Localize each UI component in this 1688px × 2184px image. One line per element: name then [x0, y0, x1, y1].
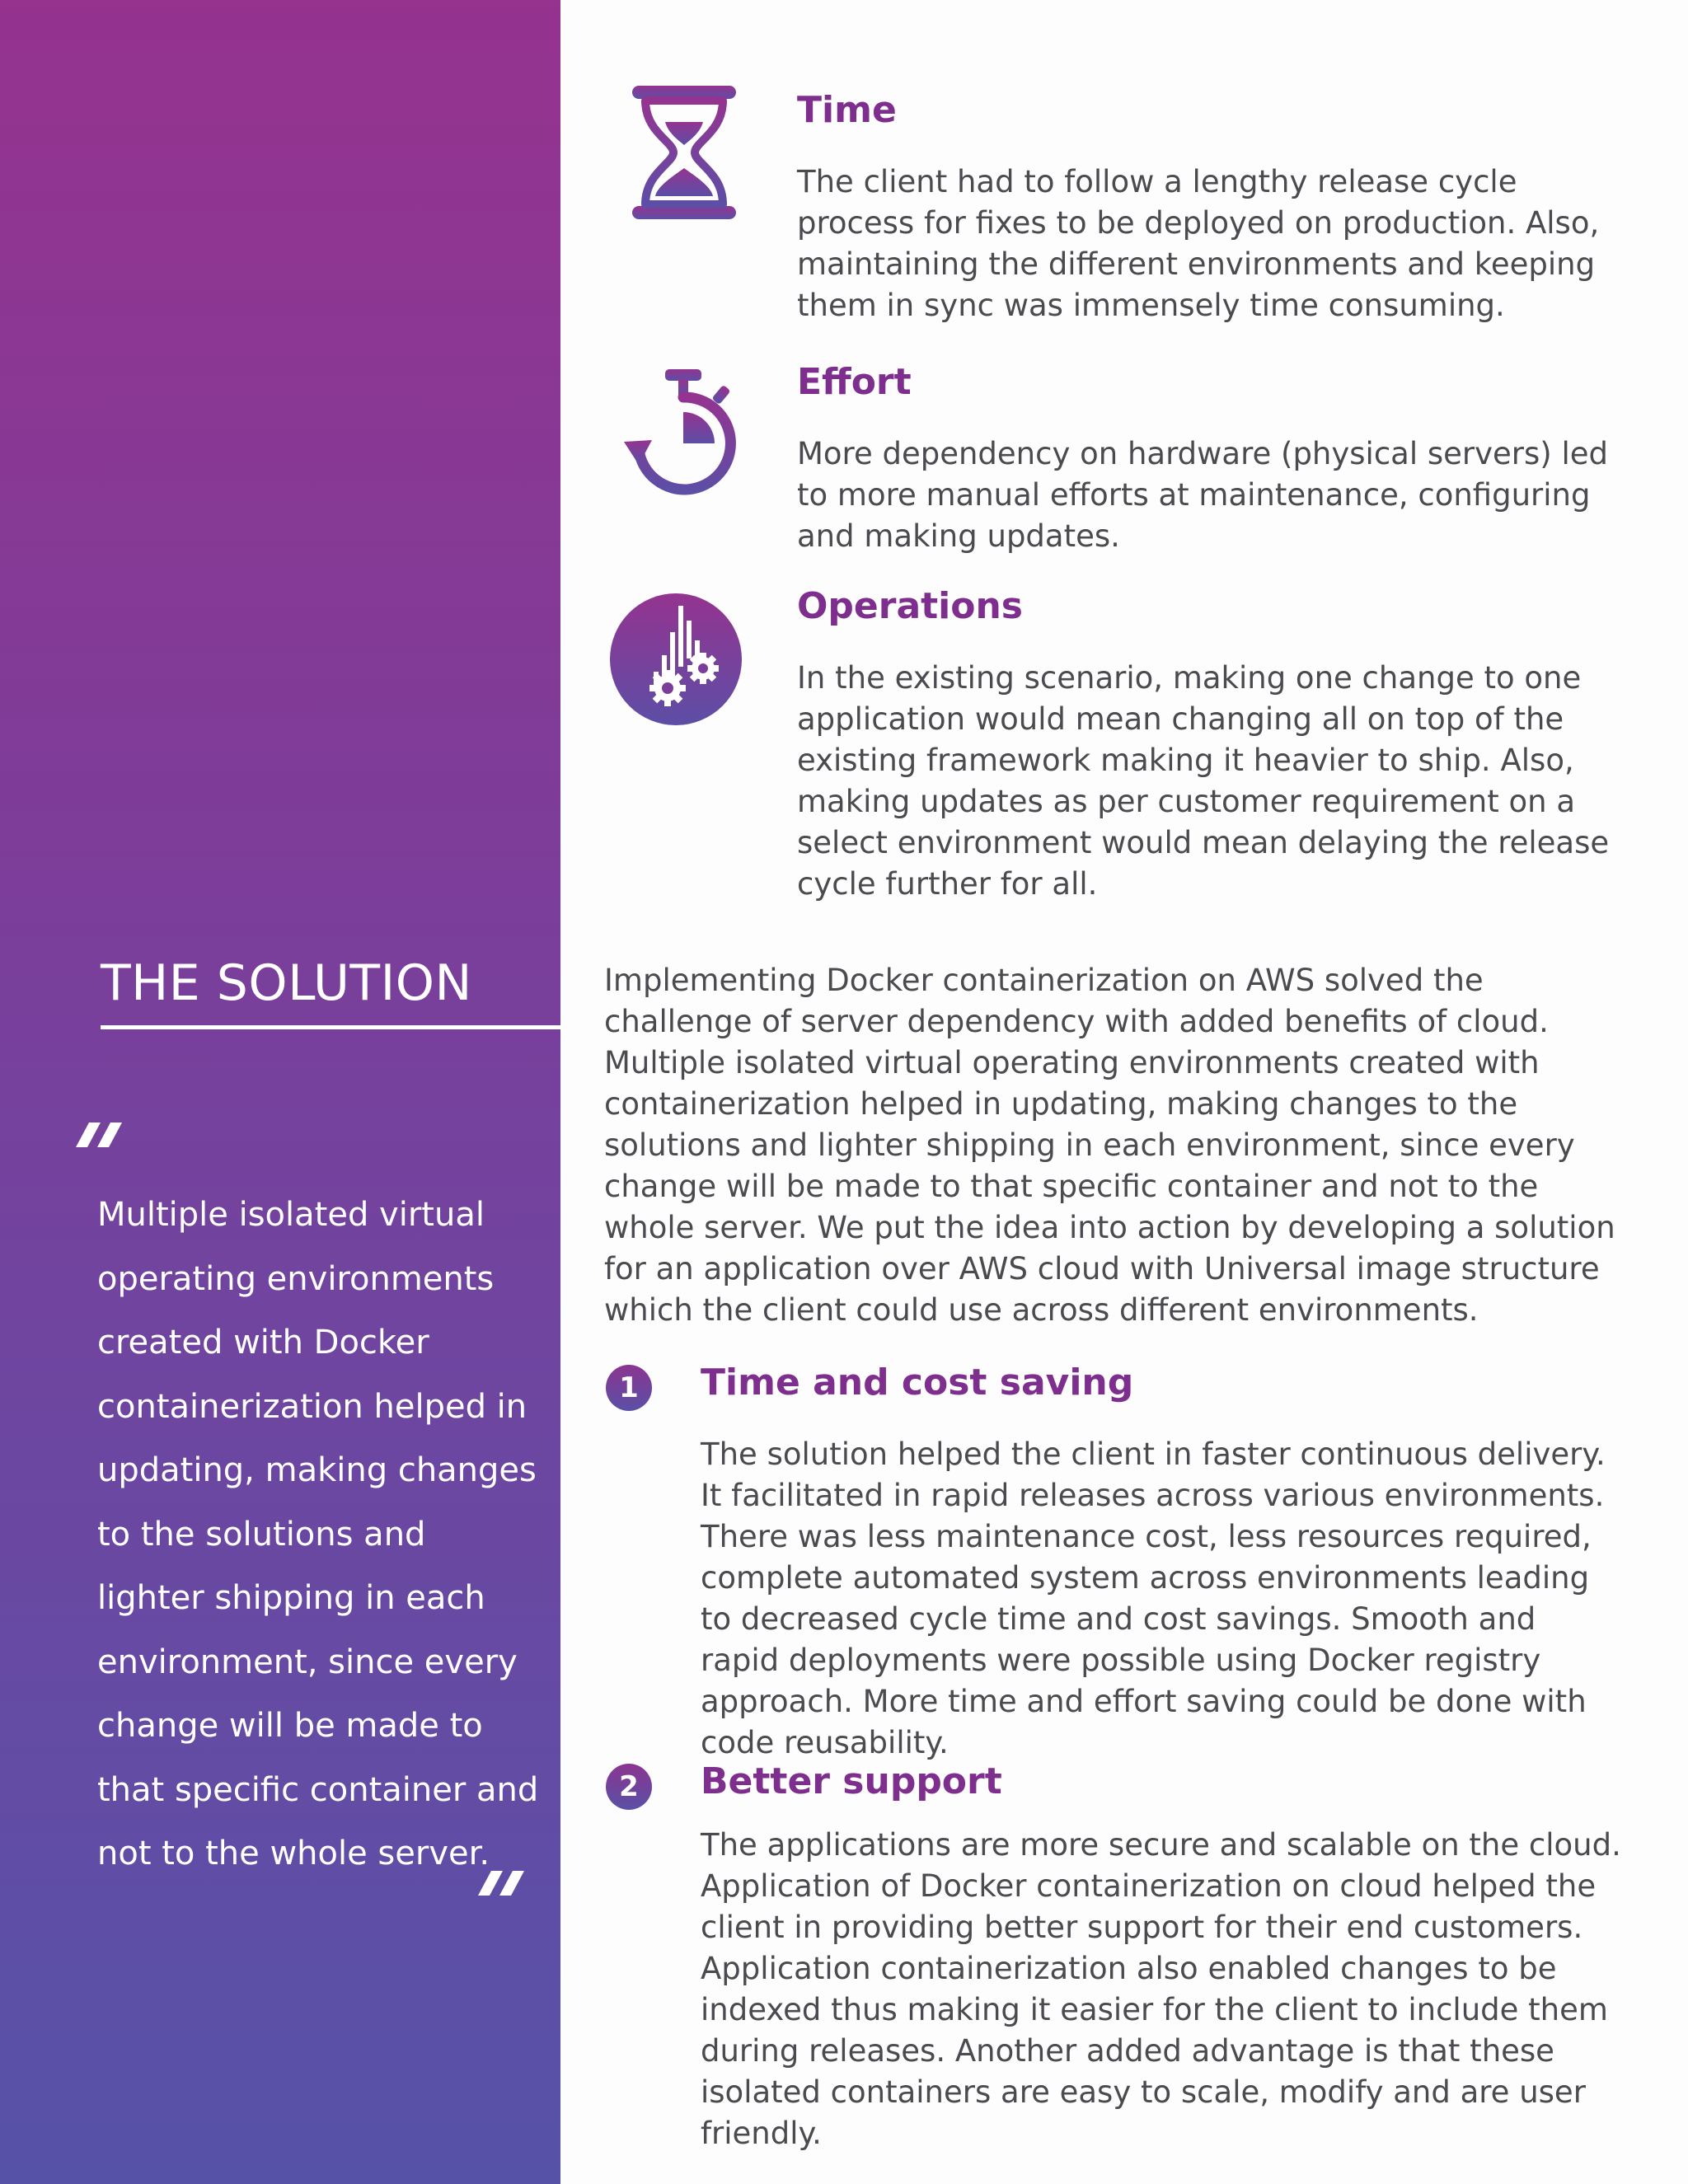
pull-quote: Multiple isolated virtual operating environments created with Docker containerization helped in updating, making changes to the solutions and lighter shipping in each environment, since every change will be made to that specific container and not to the whole server.	[97, 1196, 539, 1872]
challenge-title-operations: Operations	[797, 585, 1023, 627]
stopwatch-icon	[614, 363, 754, 503]
open-quote-icon	[74, 1122, 132, 1172]
number-badge-2: 2	[606, 1764, 652, 1810]
challenge-body-operations: In the existing scenario, making one change to one application would mean changing all on top of the existing framework making it heavier to ship. Also, making updates as per customer requirement on a select environment would mean delaying the release cycle further for all.	[797, 660, 1610, 902]
number-badge-1: 1	[606, 1365, 652, 1411]
sidebar-panel	[0, 0, 560, 2184]
heading-underline	[101, 1025, 560, 1029]
challenge-title-time: Time	[797, 89, 897, 131]
solution-intro-paragraph: Implementing Docker containerization on AWS solved the challenge of server dependency with added benefits of cloud. Multiple isolated virtual operating environments created with containerization helped in updating, making changes to the solutions and lighter shipping in each environment, since every change will be made to that specific container and not to the whole server. We put the idea into action by developing a solution for an application over AWS cloud with Universal image structure which the client could use across different environments.	[604, 963, 1615, 1328]
section-heading-solution: THE SOLUTION	[101, 954, 472, 1012]
benefit-title-better-support: Better support	[701, 1760, 1002, 1802]
close-quote-icon	[476, 1871, 534, 1920]
benefit-body-better-support: The applications are more secure and scalable on the cloud. Application of Docker containerization on cloud helped the client in providing better support for their end customers. Application containerization also enabled changes to be indexed thus making it easier for the client to include them during releases. Another added advantage is that these isolated containers are easy to scale, modify and are user friendly.	[701, 1827, 1621, 2151]
benefit-body-time-cost: The solution helped the client in faster continuous delivery. It facilitated in rapid releases across various environments. There was less maintenance cost, less resources required, complete automated system across environments leading to decreased cycle time and cost savings. Smooth and rapid deployments were possible using Docker registry approach. More time and effort saving could be done with code reusability.	[701, 1436, 1606, 1760]
challenge-title-effort: Effort	[797, 361, 912, 403]
benefit-title-time-cost: Time and cost saving	[701, 1361, 1134, 1404]
hourglass-icon	[614, 82, 754, 223]
operations-gears-icon	[606, 589, 746, 729]
challenge-body-time: The client had to follow a lengthy release cycle process for fixes to be deployed on production. Also, maintaining the different environments and keeping them in sync was immensely time consuming.	[797, 164, 1600, 323]
challenge-body-effort: More dependency on hardware (physical servers) led to more manual efforts at maintenance, configuring and making updates.	[797, 436, 1609, 554]
